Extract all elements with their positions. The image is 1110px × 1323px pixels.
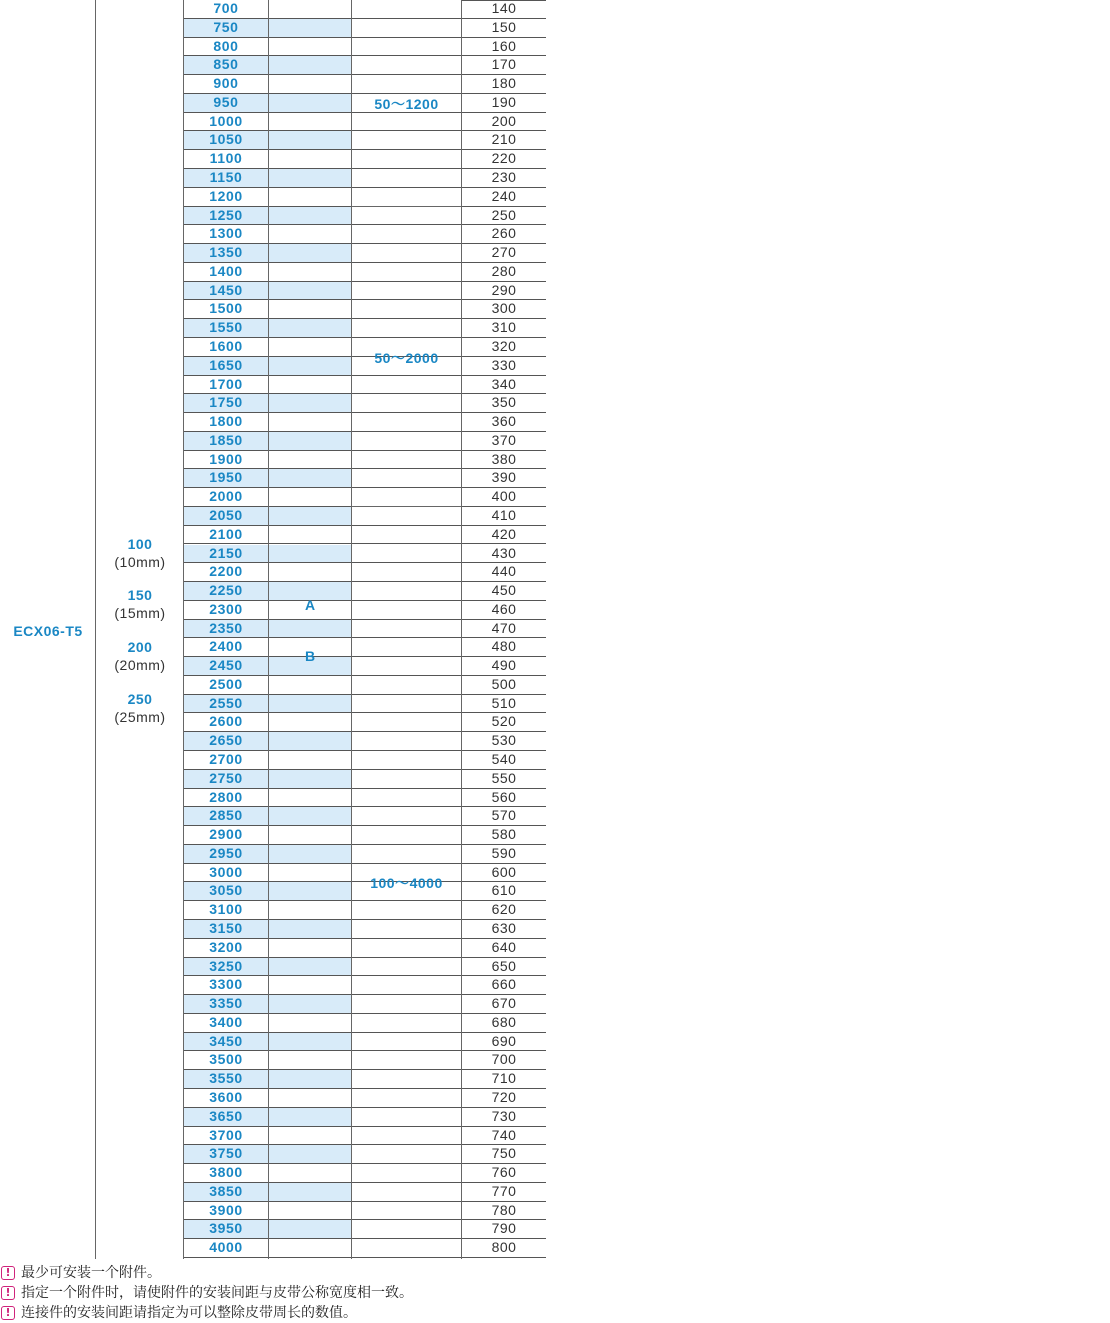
belt-length: 2500 [209, 675, 243, 692]
belt-length: 1450 [209, 281, 243, 298]
note-text: 最少可安装一个附件。 [21, 1265, 161, 1281]
tooth-count: 220 [491, 150, 517, 167]
exclamation-icon: ! [1, 1286, 15, 1300]
belt-length: 1550 [209, 319, 243, 336]
tooth-count: 440 [491, 563, 517, 580]
belt-length: 3750 [209, 1145, 243, 1162]
tooth-count: 660 [491, 976, 517, 993]
belt-length: 3300 [209, 976, 243, 993]
belt-length: 1100 [209, 150, 243, 167]
tooth-count: 490 [491, 657, 517, 674]
belt-length: 850 [213, 56, 239, 73]
belt-length: 900 [213, 75, 239, 92]
tooth-count: 710 [491, 1070, 517, 1087]
tooth-count: 250 [491, 206, 517, 223]
tooth-count: 480 [491, 638, 517, 655]
tooth-count: 640 [491, 938, 517, 955]
belt-length: 1400 [209, 262, 243, 279]
tooth-count: 280 [491, 262, 517, 279]
tooth-count: 510 [491, 694, 517, 711]
note-text: 连接件的安装间距请指定为可以整除皮带周长的数值。 [21, 1305, 357, 1321]
tooth-count: 390 [491, 469, 517, 486]
belt-length: 2300 [209, 600, 243, 617]
belt-length: 800 [213, 37, 239, 54]
belt-length: 750 [213, 18, 239, 35]
belt-length: 1300 [209, 225, 243, 242]
tooth-count: 570 [491, 807, 517, 824]
tooth-count: 240 [491, 187, 517, 204]
belt-length: 3400 [209, 1013, 243, 1030]
divider [461, 0, 462, 1259]
belt-length: 3800 [209, 1164, 243, 1181]
tooth-count: 150 [491, 18, 517, 35]
belt-length: 1050 [209, 131, 243, 148]
exclamation-icon: ! [1, 1306, 15, 1320]
belt-length: 2950 [209, 844, 243, 861]
tooth-count: 650 [491, 957, 517, 974]
belt-width-cell [96, 0, 184, 1259]
belt-length: 2000 [209, 488, 243, 505]
tooth-count: 690 [491, 1032, 517, 1049]
tooth-count: 610 [491, 882, 517, 899]
tooth-count: 420 [491, 525, 517, 542]
attachment-type-a: A [304, 597, 316, 613]
belt-length: 1800 [209, 413, 243, 430]
tooth-count: 770 [491, 1182, 517, 1199]
belt-length: 2250 [209, 582, 243, 599]
belt-length: 2850 [209, 807, 243, 824]
width-option [96, 535, 184, 571]
width-option [96, 690, 184, 726]
width-value: 200 [127, 639, 153, 655]
belt-length: 2700 [209, 751, 243, 768]
belt-length: 3050 [209, 882, 243, 899]
belt-length: 1350 [209, 244, 243, 261]
tooth-count: 800 [491, 1239, 517, 1256]
width-mm: (25mm) [114, 709, 166, 725]
tooth-count: 720 [491, 1089, 517, 1105]
width-option [96, 638, 184, 674]
tooth-count: 160 [491, 37, 517, 54]
pitch-range-label: 100～4000 [370, 875, 443, 892]
divider [351, 0, 352, 1259]
spec-table [0, 0, 546, 1259]
belt-length: 3200 [209, 938, 243, 955]
tooth-count: 750 [491, 1145, 517, 1162]
tooth-count: 400 [491, 488, 517, 505]
belt-length: 1150 [209, 168, 243, 185]
tooth-count: 700 [491, 1051, 517, 1068]
belt-length: 3650 [209, 1107, 243, 1124]
width-mm: (20mm) [114, 657, 166, 673]
tooth-count: 740 [491, 1126, 517, 1143]
belt-length: 1700 [209, 375, 243, 392]
width-mm: (15mm) [114, 605, 166, 621]
tooth-count: 580 [491, 826, 517, 843]
tooth-count: 540 [491, 751, 517, 768]
tooth-count: 330 [491, 356, 517, 373]
tooth-count: 380 [491, 450, 517, 467]
tooth-count: 370 [491, 431, 517, 448]
tooth-count: 320 [491, 337, 517, 354]
tooth-count: 190 [491, 93, 517, 110]
belt-length: 950 [213, 93, 239, 110]
tooth-count: 520 [491, 713, 517, 730]
tooth-count: 470 [491, 619, 517, 636]
tooth-count: 760 [491, 1164, 517, 1181]
tooth-count: 230 [491, 168, 517, 185]
pitch-range-block [352, 207, 461, 507]
width-value: 150 [127, 587, 153, 603]
top-border [461, 0, 546, 1]
belt-length: 2350 [209, 619, 243, 636]
note-text: 指定一个附件时，请使附件的安装间距与皮带公称宽度相一致。 [21, 1285, 413, 1301]
tooth-count: 500 [491, 675, 517, 692]
belt-length: 2100 [209, 525, 243, 542]
pitch-range-label: 50～2000 [374, 349, 439, 366]
tooth-count: 290 [491, 281, 517, 298]
note-item [0, 1283, 1110, 1303]
note-item [0, 1263, 1110, 1283]
belt-length: 3950 [209, 1220, 243, 1237]
tooth-count: 300 [491, 300, 517, 317]
tooth-count: 170 [491, 56, 517, 73]
tooth-count: 350 [491, 394, 517, 411]
belt-length: 2400 [209, 638, 243, 655]
tooth-count: 630 [491, 920, 517, 937]
belt-length: 2550 [209, 694, 243, 711]
belt-length: 3450 [209, 1032, 243, 1049]
belt-length: 1500 [209, 300, 243, 317]
tooth-count: 450 [491, 582, 517, 599]
belt-length: 1000 [209, 112, 243, 129]
exclamation-icon: ! [1, 1266, 15, 1280]
belt-length: 3150 [209, 920, 243, 937]
tooth-count: 590 [491, 844, 517, 861]
belt-length: 1950 [209, 469, 243, 486]
divider [268, 0, 269, 1259]
width-option [96, 586, 184, 622]
pitch-range-block [352, 0, 461, 207]
belt-length: 700 [213, 0, 239, 16]
tooth-count: 560 [491, 788, 517, 805]
belt-length: 3700 [209, 1126, 243, 1143]
belt-length: 1900 [209, 450, 243, 467]
tooth-count: 730 [491, 1107, 517, 1124]
belt-length: 3350 [209, 995, 243, 1012]
tooth-count: 200 [491, 112, 517, 129]
belt-length: 2900 [209, 826, 243, 843]
tooth-count: 670 [491, 995, 517, 1012]
belt-length: 2650 [209, 732, 243, 749]
model-label: ECX06-T5 [13, 623, 83, 639]
tooth-count: 310 [491, 319, 517, 336]
tooth-count: 600 [491, 863, 517, 880]
tooth-count: 530 [491, 732, 517, 749]
tooth-count: 790 [491, 1220, 517, 1237]
belt-length: 4000 [209, 1239, 243, 1256]
model-cell [0, 0, 96, 1259]
tooth-count: 430 [491, 544, 517, 561]
tooth-count: 620 [491, 901, 517, 918]
tooth-count: 270 [491, 244, 517, 261]
width-mm: (10mm) [114, 554, 166, 570]
belt-length: 3500 [209, 1051, 243, 1068]
belt-length: 2750 [209, 769, 243, 786]
tooth-count: 550 [491, 769, 517, 786]
tooth-count: 360 [491, 413, 517, 430]
width-value: 100 [127, 536, 153, 552]
note-item [0, 1303, 1110, 1323]
belt-length: 3600 [209, 1089, 243, 1105]
belt-length: 2450 [209, 657, 243, 674]
tooth-count: 260 [491, 225, 517, 242]
tooth-count: 410 [491, 506, 517, 523]
tooth-count: 210 [491, 131, 517, 148]
tooth-count: 180 [491, 75, 517, 92]
belt-length: 2150 [209, 544, 243, 561]
pitch-range-label: 50～1200 [374, 96, 439, 113]
belt-length: 3850 [209, 1182, 243, 1199]
tooth-count: 140 [491, 0, 517, 16]
belt-length: 3000 [209, 863, 243, 880]
belt-length: 1250 [209, 206, 243, 223]
belt-length: 2050 [209, 506, 243, 523]
width-value: 250 [127, 691, 153, 707]
belt-length: 1600 [209, 337, 243, 354]
belt-length: 1750 [209, 394, 243, 411]
belt-length: 1200 [209, 187, 243, 204]
belt-length: 3250 [209, 957, 243, 974]
belt-length: 3550 [209, 1070, 243, 1087]
belt-length: 1650 [209, 356, 243, 373]
belt-length: 2200 [209, 563, 243, 580]
belt-length: 3900 [209, 1201, 243, 1218]
tooth-count: 780 [491, 1201, 517, 1218]
belt-length: 3100 [209, 901, 243, 918]
notes [0, 1263, 1110, 1323]
tooth-count: 460 [491, 600, 517, 617]
tooth-count: 340 [491, 375, 517, 392]
tooth-count: 680 [491, 1013, 517, 1030]
belt-length: 2600 [209, 713, 243, 730]
belt-length: 2800 [209, 788, 243, 805]
belt-length: 1850 [209, 431, 243, 448]
pitch-range-block [352, 507, 461, 1258]
attachment-type-b: B [304, 648, 316, 664]
